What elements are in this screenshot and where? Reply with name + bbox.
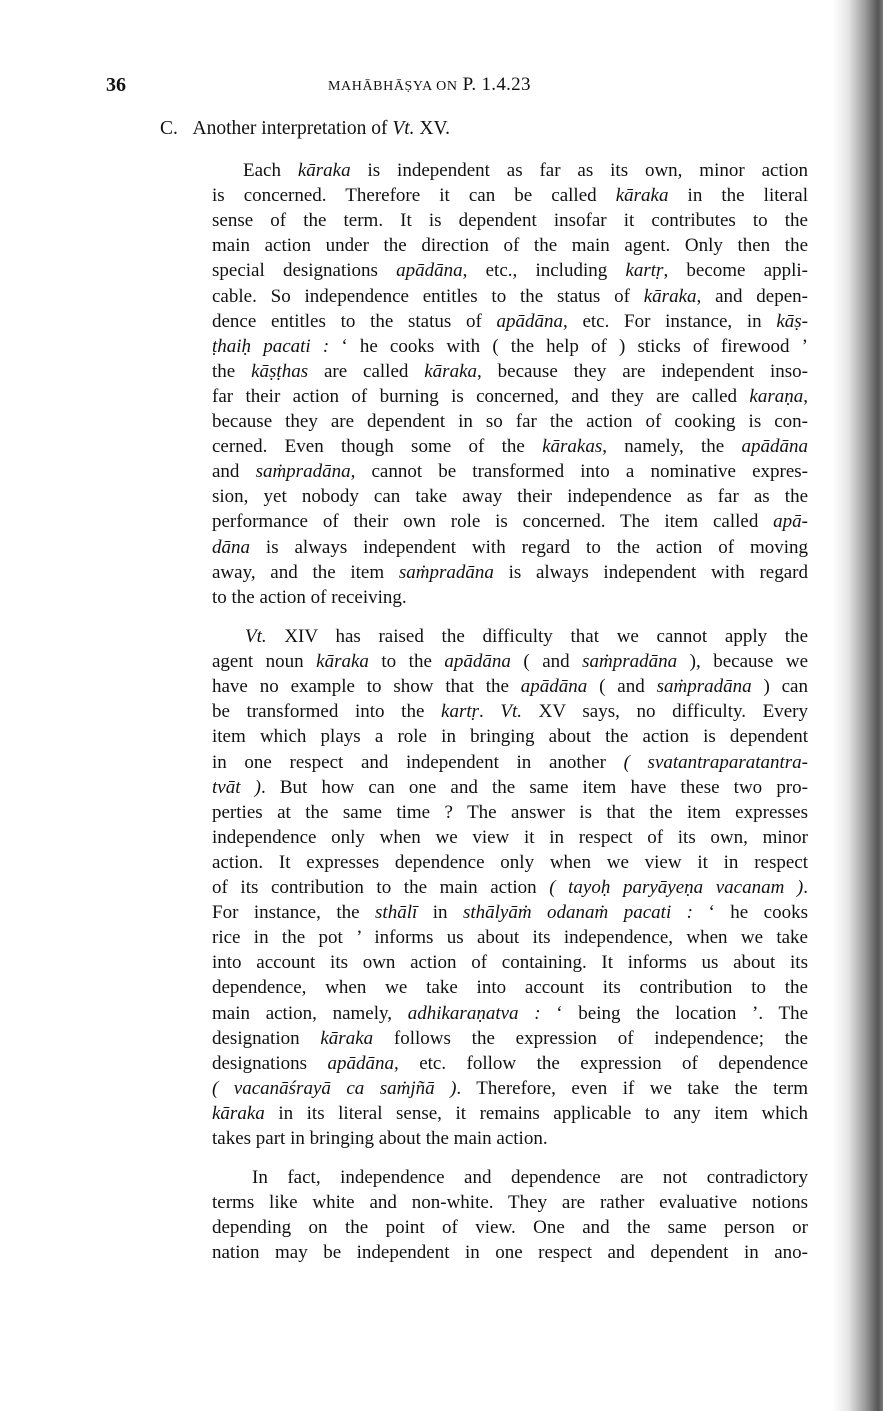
text-line <box>212 335 808 359</box>
text-run: is concerned. Therefore it can be called <box>212 185 616 207</box>
text-run: main action, namely, <box>212 1002 408 1024</box>
text-run: . <box>479 701 501 723</box>
text-line <box>212 751 808 775</box>
text-run: , etc. For instance, in <box>563 310 777 332</box>
running-head-title: MAHĀBHĀṢYA ON <box>328 79 458 94</box>
italic-term: ṭhaiḥ pacati : <box>212 335 330 357</box>
text-line <box>212 700 808 724</box>
text-line <box>212 826 808 850</box>
italic-term: Vt. <box>500 701 523 723</box>
text-run: terms like white and non-white. They are rather evaluative notions <box>212 1192 808 1214</box>
text-run: depending on the point of view. One and the same person or <box>212 1217 808 1239</box>
text-run: dependence, when we take into account its contribution to the <box>212 977 808 999</box>
text-run: to the action of receiving. <box>212 586 407 608</box>
text-run: are called <box>308 360 425 382</box>
italic-term: kāraka <box>316 651 369 673</box>
text-line <box>212 510 808 534</box>
scan-page-edge-shadow <box>833 0 883 1411</box>
text-run: , cannot be transformed into a nominative expres- <box>350 461 808 483</box>
text-run: sense of the term. It is dependent insofar it contributes to the <box>212 210 808 232</box>
text-run: takes part in bringing about the main action. <box>212 1128 548 1149</box>
text-line <box>245 625 808 649</box>
text-line <box>212 926 808 950</box>
italic-term: ( svatantraparatantra- <box>623 751 809 773</box>
text-line <box>212 536 808 560</box>
text-run: ‘ being the location ’. The <box>540 1002 809 1024</box>
text-run: For instance, the <box>212 902 376 924</box>
italic-term: apādāna <box>327 1052 394 1074</box>
text-line <box>212 976 808 1000</box>
text-line <box>212 435 808 459</box>
text-line <box>212 561 808 585</box>
text-run: Each <box>243 160 298 181</box>
italic-term: apādāna <box>444 651 511 673</box>
text-run: ) can <box>751 676 808 698</box>
text-run: is always independent with regard to the action of moving <box>250 536 808 558</box>
text-run: , and depen- <box>696 285 808 307</box>
italic-term: dāna <box>212 536 250 558</box>
text-run: and <box>212 461 256 483</box>
text-run: , namely, the <box>602 436 742 458</box>
text-line <box>212 259 808 283</box>
text-run: follows the expression of independence; the <box>373 1027 808 1049</box>
text-line <box>212 851 808 875</box>
text-line <box>212 951 808 975</box>
text-run: action. It expresses dependence only when we view it in respect <box>212 851 808 873</box>
text-run: XIV has raised the difficulty that we cannot apply the <box>266 626 808 647</box>
section-label: C. <box>160 118 178 139</box>
italic-term: kāraka <box>424 360 478 382</box>
text-run: , because they are independent inso- <box>477 360 808 382</box>
section-title-italic: Vt. <box>392 118 415 139</box>
text-run: in the literal <box>668 185 808 207</box>
section-title-pre: Another interpretation of <box>192 118 393 139</box>
text-line <box>212 675 808 699</box>
text-line <box>212 650 808 674</box>
text-run: cerned. Even though some of the <box>212 436 543 458</box>
italic-term: Vt. <box>245 626 267 647</box>
text-run: of its contribution to the main action <box>212 877 550 898</box>
italic-term: kāṣ- <box>776 310 808 332</box>
text-run: cable. So independence entitles to the status of <box>212 285 644 307</box>
text-run: in <box>417 902 463 924</box>
italic-term: kartṛ <box>441 701 480 723</box>
text-run: rice in the pot ’ informs us about its independence, when we take <box>212 927 808 949</box>
text-run: in one respect and independent in another <box>212 751 624 773</box>
text-line <box>212 1216 808 1240</box>
italic-term: adhikaraṇatva : <box>407 1002 541 1024</box>
text-run: ‘ he cooks with ( the help of ) sticks of firewood ’ <box>329 335 808 357</box>
text-run: , become appli- <box>663 260 808 282</box>
text-run: away, and the item <box>212 561 399 583</box>
text-run: . But how can one and the same item have these two pro- <box>260 776 808 798</box>
italic-term: saṁpradāna <box>398 561 494 583</box>
italic-term: sthālyāṁ odanaṁ pacati : <box>462 902 694 924</box>
text-line <box>212 725 808 749</box>
text-line <box>212 586 808 610</box>
text-run: designation <box>212 1027 321 1049</box>
text-line <box>212 1241 808 1265</box>
text-run: performance of their own role is concerned. The item called <box>212 511 774 533</box>
italic-term: ( vacanāśrayā ca saṁjñā ) <box>212 1077 457 1099</box>
text-run: In fact, independence and dependence are not contradictory <box>252 1167 808 1188</box>
text-line <box>252 1166 808 1190</box>
italic-term: kārakas <box>542 436 603 458</box>
italic-term: tvāt ) <box>212 776 261 798</box>
text-run: ‘ he cooks <box>693 902 809 924</box>
text-run: be transformed into the <box>212 701 442 723</box>
italic-term: kāraka <box>297 160 351 181</box>
section-heading <box>160 118 450 140</box>
text-run: special designations <box>212 260 397 282</box>
text-run: have no example to show that the <box>212 676 521 698</box>
italic-term: saṁpradāna <box>582 651 678 673</box>
italic-term: kāṣṭhas <box>251 360 309 382</box>
text-run: nation may be independent in one respect and dependent in ano- <box>212 1242 808 1264</box>
text-run: XV says, no difficulty. Every <box>522 701 808 723</box>
italic-term: kartṛ <box>625 260 664 282</box>
text-run: . Therefore, even if we take the term <box>456 1077 808 1099</box>
italic-term: saṁpradāna <box>255 461 351 483</box>
text-line <box>212 1127 808 1151</box>
text-run: main action under the direction of the main agent. Only then the <box>212 235 808 257</box>
text-line <box>212 184 808 208</box>
italic-term: saṁpradāna <box>656 676 752 698</box>
text-run: into account its own action of containing. It informs us about its <box>212 952 808 974</box>
text-line <box>212 1052 808 1076</box>
text-line <box>212 485 808 509</box>
text-line <box>212 209 808 233</box>
text-line <box>212 410 808 434</box>
text-run: is always independent with regard <box>493 561 808 583</box>
text-line <box>212 1102 808 1126</box>
text-run: perties at the same time ? The answer is that the item expresses <box>212 801 808 823</box>
text-line <box>212 234 808 258</box>
text-line <box>212 1191 808 1215</box>
italic-term: sthālī <box>375 902 418 924</box>
italic-term: kāraka <box>212 1102 265 1124</box>
italic-term: ( tayoḥ paryāyeṇa vacanam ) <box>549 877 804 898</box>
text-run: ), because we <box>677 651 808 673</box>
text-run: dence entitles to the status of <box>212 310 497 332</box>
text-run: independence only when we view it in respect of its own, minor <box>212 826 808 848</box>
text-run: the <box>212 360 252 382</box>
text-line <box>212 776 808 800</box>
italic-term: apādāna <box>741 436 809 458</box>
text-run: item which plays a role in bringing about the action is dependent <box>212 726 808 748</box>
text-line <box>212 310 808 334</box>
text-run: agent noun <box>212 651 317 673</box>
text-run: . <box>803 877 808 898</box>
text-run: ( and <box>510 651 583 673</box>
text-run: , etc., including <box>462 260 626 282</box>
text-run: because they are dependent in so far the action of cooking is con- <box>212 411 808 432</box>
italic-term: apā- <box>773 511 808 533</box>
italic-term: apādāna <box>520 676 588 698</box>
text-line <box>212 1027 808 1051</box>
italic-term: apādāna <box>396 260 463 282</box>
text-run: to the <box>368 651 445 673</box>
text-line <box>212 285 808 309</box>
italic-term: kāraka <box>643 285 697 307</box>
italic-term: karaṇa <box>749 385 804 407</box>
text-line <box>243 159 808 183</box>
text-run: , etc. follow the expression of dependence <box>393 1052 808 1074</box>
section-title-post: XV. <box>414 118 450 139</box>
text-run: designations <box>212 1052 328 1074</box>
text-line <box>212 385 808 409</box>
text-line <box>212 360 808 384</box>
text-run: , <box>803 385 808 407</box>
page-number: 36 <box>106 74 126 96</box>
italic-term: apādāna <box>496 310 563 332</box>
text-run: is independent as far as its own, minor action <box>350 160 808 181</box>
running-head <box>328 74 531 96</box>
text-line <box>212 801 808 825</box>
italic-term: kāraka <box>320 1027 374 1049</box>
text-line <box>212 901 808 925</box>
italic-term: kāraka <box>615 185 669 207</box>
text-line <box>212 1002 808 1026</box>
text-line <box>212 460 808 484</box>
text-run: in its literal sense, it remains applicable to any item which <box>264 1102 808 1124</box>
text-run: far their action of burning is concerned, and they are called <box>212 385 750 407</box>
text-run: ( and <box>587 676 657 698</box>
text-line <box>212 1077 808 1101</box>
text-line <box>212 876 808 900</box>
text-run: sion, yet nobody can take away their independence as far as the <box>212 486 808 508</box>
running-head-reference: P. 1.4.23 <box>462 74 531 95</box>
